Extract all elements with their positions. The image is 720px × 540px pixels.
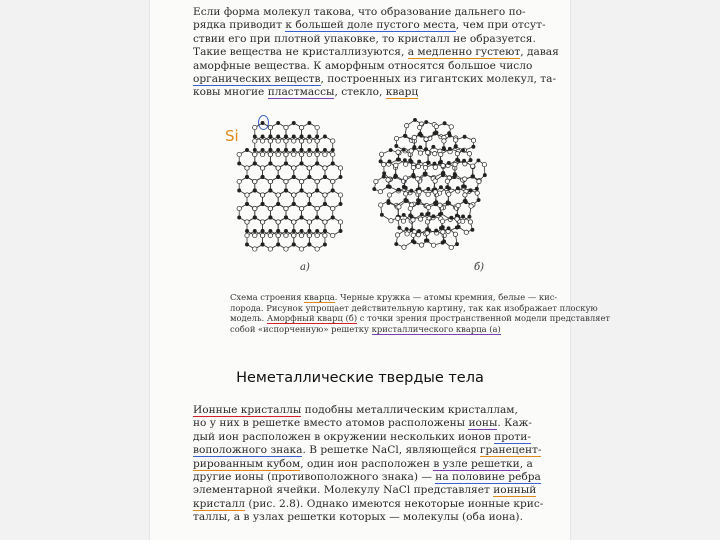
underlined-term: пластмассы [267,86,335,99]
text-run: лорода. Рисунок упрощает действительную картину, так как изображает плоскую [230,302,598,313]
paragraph1-line [193,6,533,19]
underlined-term: Ионные кристаллы [193,404,302,416]
underlined-term: кристаллического кварца (а) [371,323,501,334]
underlined-term: на половине ребра [435,471,541,484]
text-run: , построенных из гигантских молекул, та- [320,73,557,86]
paragraph2-line [193,458,533,471]
text-run: , стекло, [334,86,386,99]
paragraph2-line [193,484,537,497]
underlined-term: органических веществ [193,73,321,86]
text-run: аморфные вещества. К аморфным относятся большое число [193,59,533,72]
text-run: другие ионы (противоположного знака) — [193,471,436,484]
text-run: таллы, а в узлах решетки которых — молекулы (оба иона). [193,511,523,524]
figure-caption [230,292,611,334]
paragraph2-line [193,444,542,457]
text-run: . В решетке NaCl, являющейся [302,444,480,457]
paragraph2-line [193,404,533,417]
paragraph1-line [193,73,557,86]
text-run: рядка приводит [193,19,286,32]
underlined-term: ионный [493,484,537,497]
crystal-quartz-diagram [235,118,360,278]
caption-line [230,313,611,324]
si-label: Si [225,127,239,145]
text-run: но у них в решетке вместо атомов расположены [193,417,469,430]
text-run: Схема строения [230,292,305,302]
underlined-term: ионы [468,417,498,430]
figure-label-a: а) [300,262,310,273]
text-run: модель. [230,313,267,324]
caption-line [230,302,598,314]
caption-line [230,324,530,335]
text-run: (рис. 2.8). Однако имеются некоторые ионные крис- [245,497,544,510]
text-run: ковы многие [193,86,268,99]
caption-line [230,292,558,303]
underlined-term: рированным кубом [193,457,301,470]
underlined-term: гранецент- [479,444,542,457]
paragraph2-line [193,431,533,444]
text-run: дый ион расположен в окружении нескольких ионов [193,430,495,443]
paragraph1-line [193,32,536,46]
underlined-term: в узле решетки [433,457,520,470]
text-run: . Каж- [497,417,532,430]
text-run: , а [519,457,533,470]
paragraph2-line [193,511,533,524]
underlined-term: к большей доле пустого места [285,19,456,32]
paragraph2-line [193,471,541,484]
paragraph1-line [193,19,546,32]
underlined-term: кристалл [193,497,246,510]
figure-label-b: б) [474,262,485,273]
paragraph1-line [193,86,533,99]
text-run: , один ион расположен [300,457,434,470]
text-run: с точки зрения пространственной модели представляет [357,313,611,324]
underlined-term: проти- [494,430,531,443]
paragraph1-line [193,60,533,73]
amorphous-quartz-diagram [372,118,500,278]
paragraph1-line [193,46,559,59]
underlined-term: Аморфный кварц (б) [266,313,358,324]
underlined-term: кварц [385,86,419,99]
underlined-term: кварца [304,292,335,302]
underlined-term: а медленно густеют [407,46,521,59]
paragraph-ionic-crystals [193,404,544,525]
paragraph-amorphous [193,6,559,100]
text-run: Такие вещества не кристаллизуются, [193,46,408,59]
text-run: подобны металлическим кристаллам, [301,404,518,416]
text-run: . Черные кружка — атомы кремния, белые — кис- [334,292,558,302]
paragraph2-line [193,417,533,430]
text-run: Если форма молекул такова, что образование дальнего по- [193,6,526,18]
paragraph2-line [193,497,544,511]
text-run: собой «испорченную» решетку [230,323,372,334]
text-run: , чем при отсут- [455,19,546,32]
text-run: , давая [520,46,559,59]
section-title: Неметаллические твердые тела [236,370,484,386]
text-run: ствии его при плотной упаковке, то кристалл не образуется. [193,32,536,45]
underlined-term: воположного знака [193,444,303,457]
text-run: элементарной ячейки. Молекулу NaCl представляет [193,484,494,497]
